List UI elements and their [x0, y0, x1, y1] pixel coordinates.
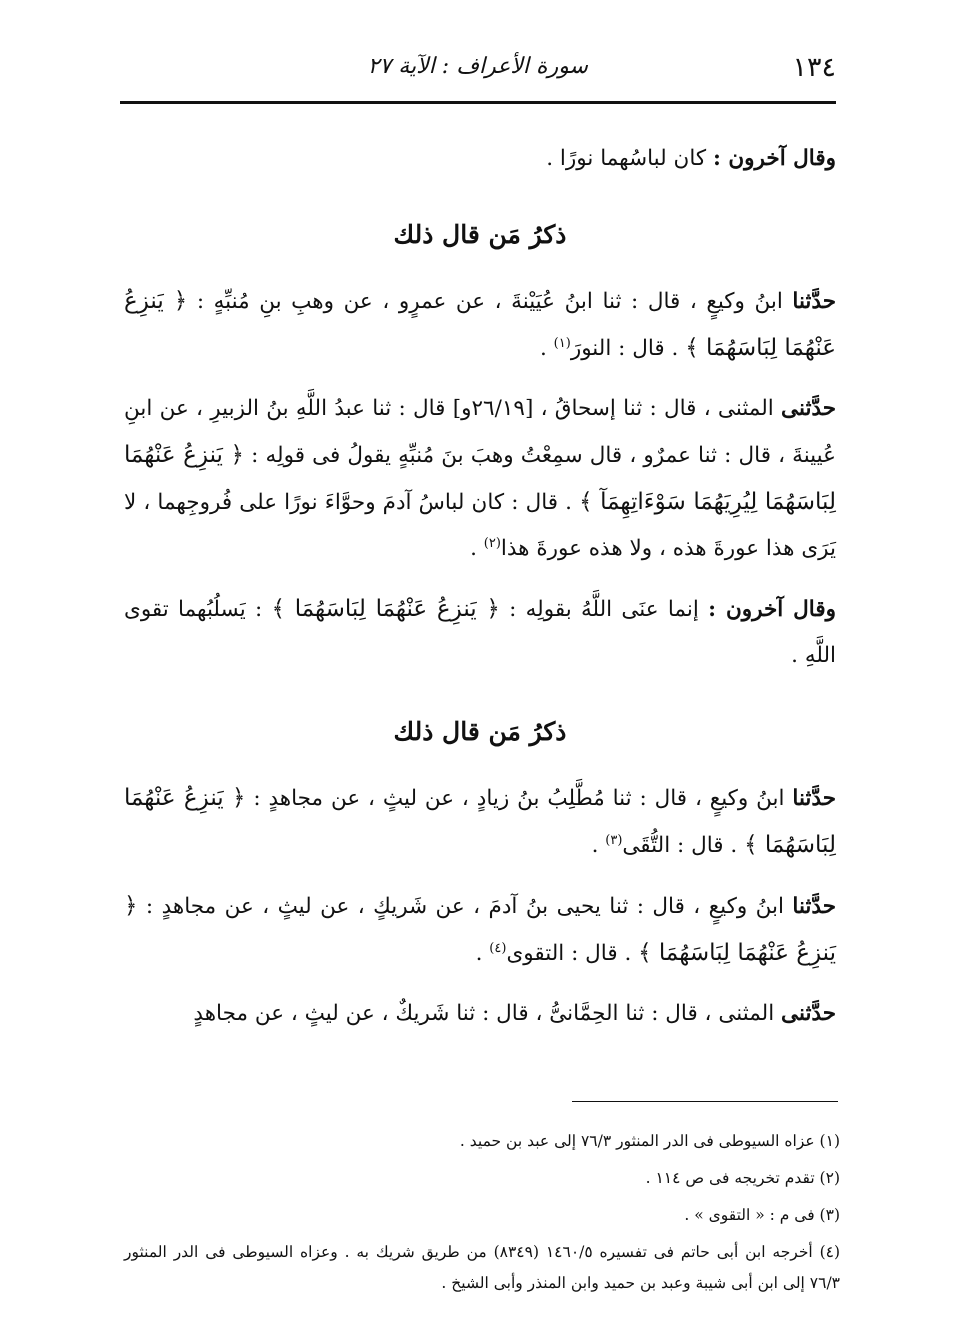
quran-verse: ﴿ يَنزِعُ عَنْهُمَا لِبَاسَهُمَا ﴾: [124, 785, 836, 858]
paragraph-lead: حدَّثنى: [781, 1001, 836, 1026]
paragraph-text: إنما عنَى اللَّهُ بقولِه :: [499, 597, 709, 622]
paragraph-text: المثنى ، قال : ثنا إسحاقُ ، [٢٦/١٩و] قال : ثنا عبدُ اللَّهِ بنُ الزبيرِ ، عن ابنِ عُيينةَ ، قال : ثنا عمرٌو ، قال سمِعْتُ وهبَ بنَ مُنبِّهٍ يقولُ فى قولِه :: [124, 396, 836, 468]
paragraph-text: ابنُ وكيعٍ ، قال : ثنا مُطَّلِبُ بنُ زيادٍ ، عن ليثٍ ، عن مجاهدٍ :: [245, 786, 793, 811]
paragraph-7: [124, 991, 836, 1037]
footnote-ref-4: (٤): [489, 940, 507, 956]
paragraph-text: : يَسلُبُهما تقوى اللَّهِ .: [124, 597, 836, 668]
main-text: [124, 136, 836, 1051]
paragraph-text: . قال : كان لباسُ آدمَ وحوَّاءَ نورًا على فُروجِهما ، لا يَرَى هذا عورةَ هذه ، ولا هذه عورةَ هذا: [124, 490, 836, 561]
paragraph-text: .: [475, 941, 490, 966]
footnote-divider: [572, 1101, 838, 1102]
section-heading-1: ذكرُ مَن قال ذلك: [393, 220, 567, 249]
paragraph-lead: حدَّثنا: [792, 894, 836, 919]
paragraph-text: . قال : التُّقَى: [622, 833, 745, 858]
quran-verse: ﴿ يَنزِعُ عَنْهُمَا لِبَاسَهُمَا لِيُرِيَهُمَا سَوْءَاتِهِمَآ ﴾: [124, 442, 837, 515]
paragraph-text: المثنى ، قال : ثنا الحِمَّانىُّ ، قال : ثنا شَريكٌ ، عن ليثٍ ، عن مجاهدٍ: [193, 1001, 782, 1026]
paragraph-lead: حدَّثنى: [781, 396, 836, 421]
paragraph-lead: وقال آخرون :: [708, 597, 836, 622]
paragraph-text: .: [591, 833, 606, 858]
footnote-4: (٤) أخرجه ابن أبى حاتم فى تفسيره ١٤٦٠/٥ (٨٣٤٩) من طريق شريك به . وعزاه السيوطى فى الدر المنثور ٧٦/٣ إلى ابن أبى شيبة وعبد بن حميد وابن المنذر وأبى الشيخ .: [124, 1243, 841, 1292]
paragraph-text: .: [540, 336, 554, 361]
paragraph-1: [124, 136, 836, 182]
paragraph-lead: حدَّثنا: [792, 786, 836, 811]
running-title: سورة الأعراف : الآية ٢٧: [367, 54, 588, 79]
paragraph-2: [124, 278, 836, 372]
footnote-ref-2: (٢): [483, 535, 501, 551]
paragraph-5: [124, 775, 836, 869]
section-heading-2: ذكرُ مَن قال ذلك: [393, 717, 567, 746]
footnote-1: (١) عزاه السيوطى فى الدر المنثور ٧٦/٣ إلى عبد بن حميد .: [459, 1132, 840, 1150]
paragraph-lead: حدَّثنا: [792, 289, 836, 314]
paragraph-6: [124, 883, 836, 977]
quran-verse: ﴿ يَنزِعُ عَنْهُمَا لِبَاسَهُمَا ﴾: [124, 893, 836, 966]
page-number: ١٣٤: [792, 52, 836, 83]
footnote-ref-1: (١): [553, 335, 571, 351]
header-rule: [120, 101, 836, 104]
paragraph-text: .: [470, 536, 484, 561]
page-header: [120, 52, 836, 92]
footnote-ref-3: (٣): [605, 832, 623, 848]
paragraph-4: [124, 586, 836, 679]
paragraph-text: . قال : النورَ: [570, 336, 686, 361]
quran-verse: ﴿ يَنزِعُ عَنْهُمَا لِبَاسَهُمَا ﴾: [271, 596, 500, 622]
paragraph-text: ابنُ وكيعٍ ، قال : ثنا ابنُ عُيَيْنةَ ، عن عمرٍو ، عن وهبِ بنِ مُنبِّهٍ :: [187, 289, 793, 314]
footnotes: [124, 1126, 840, 1305]
paragraph-lead: وقال آخرون :: [712, 146, 836, 171]
quran-verse: ﴿ يَنزِعُ عَنْهُمَا لِبَاسَهُمَا ﴾: [124, 288, 836, 361]
paragraph-3: [124, 386, 836, 572]
paragraph-text: كان لباسُهما نورًا .: [546, 146, 713, 171]
paragraph-text: . قال : التقوى: [506, 941, 639, 966]
footnote-2: (٢) تقدم تخريجه فى ص ١١٤ .: [645, 1169, 840, 1187]
footnote-3: (٣) فى م : « التقوى » .: [684, 1206, 840, 1224]
paragraph-text: ابنُ وكيعٍ ، قال : ثنا يحيى بنُ آدمَ ، عن شَريكٍ ، عن ليثٍ ، عن مجاهدٍ :: [137, 894, 793, 919]
